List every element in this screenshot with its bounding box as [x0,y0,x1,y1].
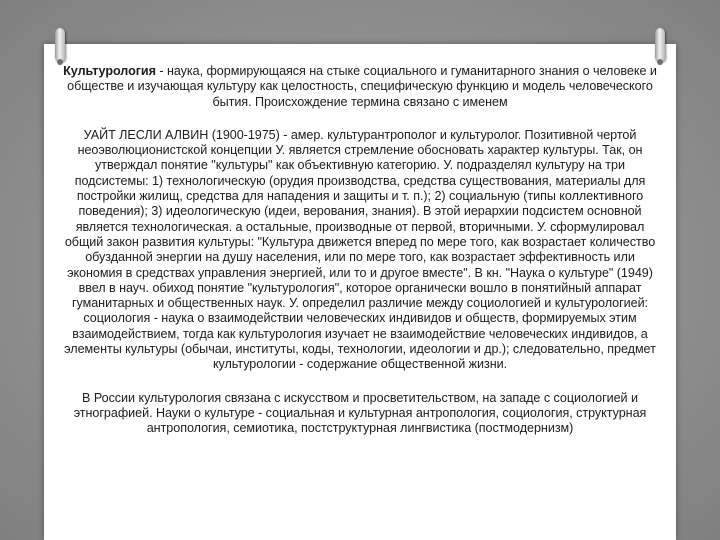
pushpin-left-icon [55,28,65,62]
definition-paragraph [60,64,660,110]
term-heading: Культурология [63,64,156,78]
pushpin-right-icon [655,28,665,62]
white-biography-paragraph: УАЙТ ЛЕСЛИ АЛВИН (1900-1975) - амер. культурантрополог и культуролог. Позитивной чертой неоэволюционистской концепции У. является стремление обосновать характер культуры. Так, он утверждал понятие "культуры" как объективную категорию. У. подразделял культуру на три подсистемы: 1) технологическую (орудия производства, средства существования, материалы для постройки жилищ, средства для нападения и защиты и т. п.); 2) социальную (типы коллективного поведения); 3) идеологическую (идеи, верования, знания). В этой иерархии подсистем основной является технологическая. а остальные, производные от первой, вторичными. У. сформулировал общий закон развития культуры: "Культура движется вперед по мере того, как возрастает количество обузданной энергии на душу населения, или по мере того, как возрастает эффективность или экономия в средствах управления энергией, или то и другое вместе". В кн. "Наука о культуре" (1949) ввел в науч. обиход понятие "культурология", которое органически вошло в понятийный аппарат гуманитарных и общественных наук. У. определил различие между социологией и культурологией: социология - наука о взаимодействии человеческих индивидов и обществ, формируемых этим взаимодействием, тогда как культурология изучает не взаимодействие человеческих индивидов, а элементы культуры (обычаи, институты, коды, технологии, идеологии и др.); следовательно, предмет культурологии - содержание общественной жизни. [64,127,656,372]
definition-text: - наука, формирующаяся на стыке социального и гуманитарного знания о человеке и обществе и изучающая культуру как целостность, специфическую функцию и модель человеческого бытия. Происхождение термина связано с именем [67,64,657,109]
russia-paragraph: В России культурология связана с искусством и просветительством, на западе с социологией и этнографией. Науки о культуре - социальная и культурная антропология, социология, структурная антропология, семиотика, постструктурная лингвистика (постмодернизм) [73,390,647,436]
text-block [60,64,660,437]
